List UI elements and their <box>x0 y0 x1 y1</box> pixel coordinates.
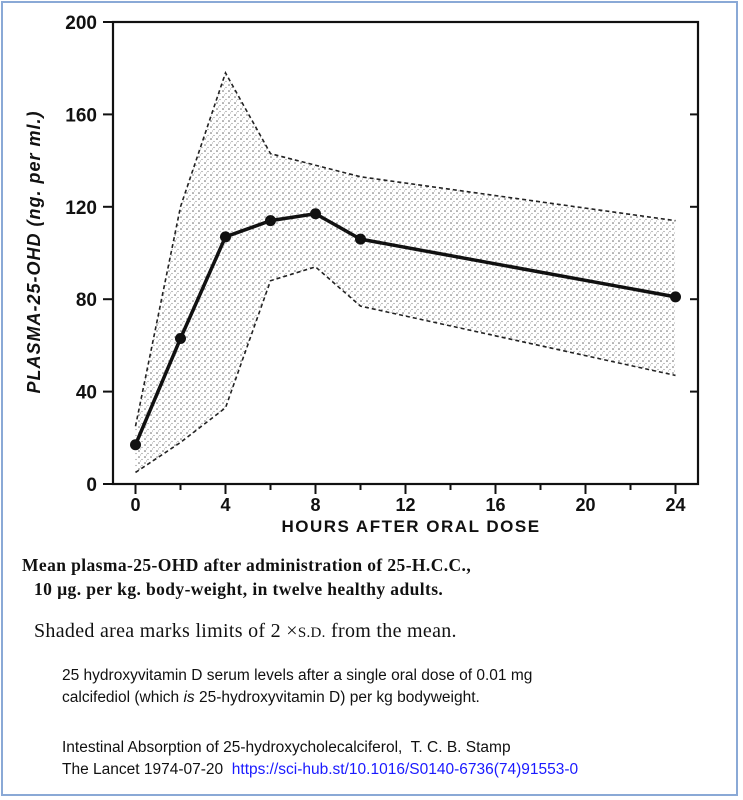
source-link[interactable]: https://sci-hub.st/10.1016/S0140-6736(74)91553-0 <box>231 761 579 778</box>
y-axis-label: PLASMA-25-OHD (ng. per ml.) <box>24 110 44 394</box>
mean-data-point <box>220 231 231 242</box>
x-tick-label: 0 <box>130 495 141 515</box>
source-date: The Lancet 1974-07-20 <box>62 761 232 778</box>
note-line-1: 25 hydroxyvitamin D serum levels after a single oral dose of 0.01 mg <box>62 667 533 684</box>
description-note <box>62 665 732 709</box>
source-citation <box>62 737 732 781</box>
y-tick-label: 0 <box>86 475 97 496</box>
y-tick-label: 120 <box>65 197 97 219</box>
sd-band-area <box>136 73 676 473</box>
x-tick-label: 16 <box>485 495 506 515</box>
source-line-2 <box>62 759 732 781</box>
note-line-2-suffix: 25-hydroxyvitamin D) per kg bodyweight. <box>194 689 480 706</box>
source-line-1: Intestinal Absorption of 25-hydroxycholecalciferol, T. C. B. Stamp <box>62 739 511 756</box>
x-tick-label: 12 <box>395 495 416 515</box>
mean-data-point <box>355 234 366 245</box>
figure-caption-title <box>22 553 722 601</box>
x-tick-label: 24 <box>665 495 686 515</box>
x-axis-label: HOURS AFTER ORAL DOSE <box>281 517 541 536</box>
x-tick-label: 4 <box>220 495 231 515</box>
mean-data-point <box>175 333 186 344</box>
caption-line-3-prefix: Shaded area marks limits of 2 × <box>34 620 298 642</box>
y-tick-label: 40 <box>75 382 97 404</box>
y-tick-label: 200 <box>65 13 97 34</box>
mean-data-point <box>670 291 681 302</box>
y-tick-label: 80 <box>75 290 97 312</box>
caption-sd: S.D. <box>297 625 326 641</box>
x-tick-label: 20 <box>575 495 596 515</box>
mean-data-point <box>130 439 141 450</box>
caption-line-2: 10 µg. per kg. body-weight, in twelve healthy adults. <box>34 579 444 599</box>
mean-data-point <box>310 208 321 219</box>
note-line-2-prefix: calcifediol (which <box>62 689 184 706</box>
x-tick-label: 8 <box>310 495 321 515</box>
note-line-2 <box>62 687 732 709</box>
mean-data-point <box>265 215 276 226</box>
figure-caption-shaded-note <box>22 618 734 646</box>
y-tick-label: 160 <box>65 105 97 127</box>
note-emphasis: is <box>183 689 195 706</box>
caption-line-3-suffix: from the mean. <box>325 620 457 642</box>
caption-line-1: Mean plasma-25-OHD after administration of 25-H.C.C., <box>22 555 472 575</box>
